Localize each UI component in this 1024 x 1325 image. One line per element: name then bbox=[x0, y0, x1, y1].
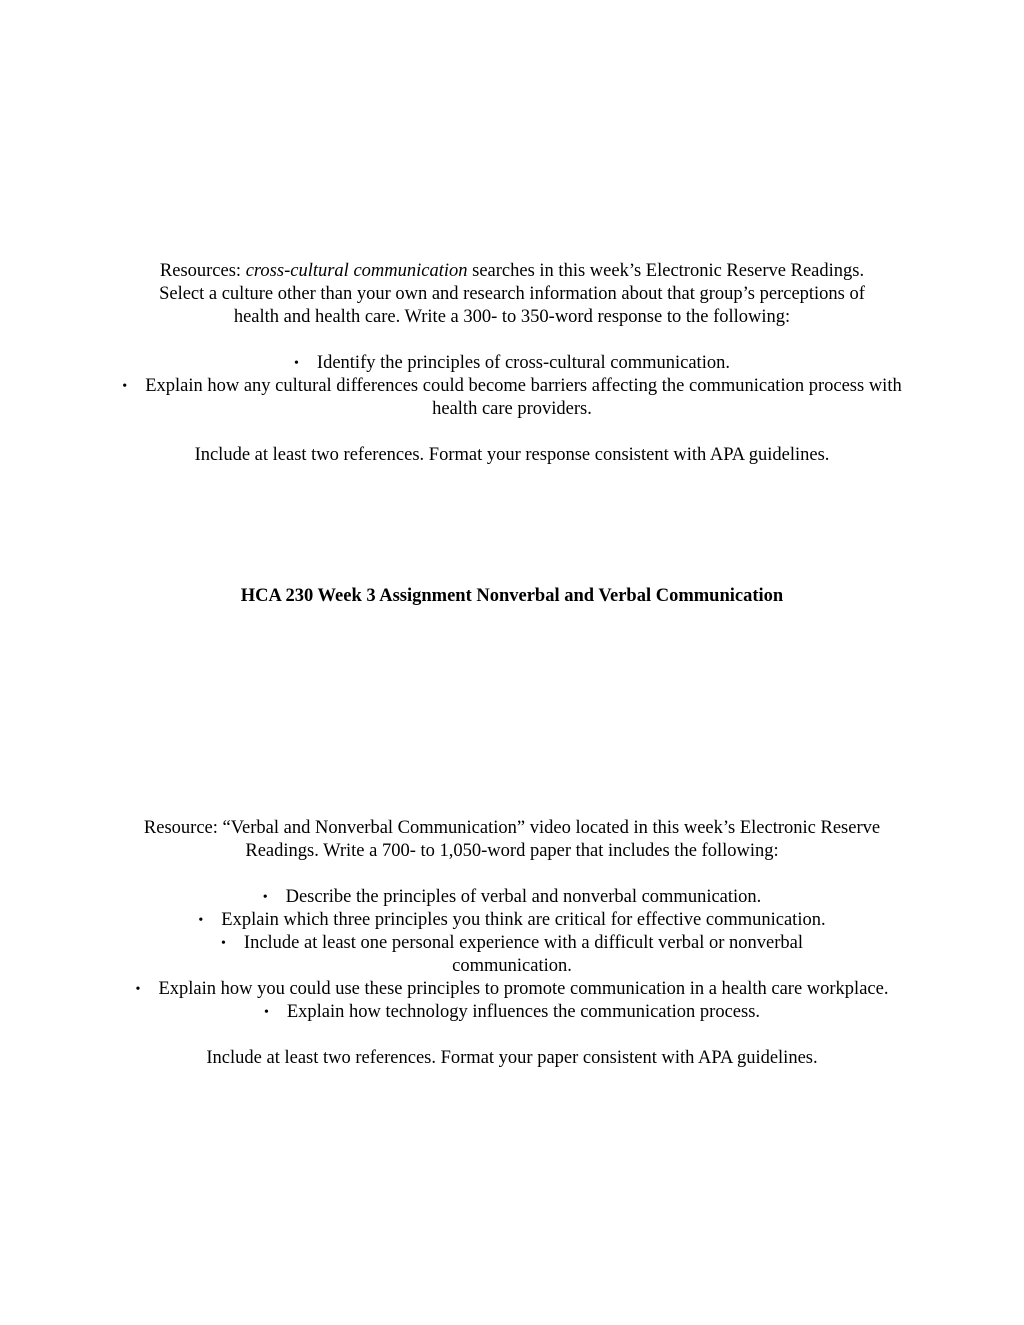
intro-rest: searches in this week’s Electronic Reserve Readings. Select a culture other than your own and research information about that group’s perceptions of health and health care. Write a 300- to 350-word response to the following: bbox=[159, 261, 865, 327]
list-item bbox=[110, 1001, 914, 1024]
list-item bbox=[110, 909, 914, 932]
section1-closing: Include at least two references. Format your response consistent with APA guidelines. bbox=[194, 445, 830, 465]
list-item-text: Explain how technology influences the communication process. bbox=[286, 1002, 761, 1022]
bullet-icon: • bbox=[262, 890, 268, 905]
section2-closing: Include at least two references. Format your paper consistent with APA guidelines. bbox=[206, 1048, 818, 1068]
bullet-icon: • bbox=[198, 913, 204, 928]
list-item-text: Identify the principles of cross-cultural communication. bbox=[316, 353, 730, 373]
list-item bbox=[110, 352, 914, 375]
list-item-text: Describe the principles of verbal and nonverbal communication. bbox=[285, 887, 762, 907]
section2-bullet-list bbox=[110, 886, 914, 1024]
bullet-icon: • bbox=[135, 982, 141, 997]
intro-italic-term: cross-cultural communication bbox=[245, 261, 468, 281]
bullet-icon: • bbox=[221, 936, 226, 951]
list-item bbox=[172, 932, 852, 978]
assignment-section-2 bbox=[110, 817, 914, 1070]
list-item bbox=[110, 886, 914, 909]
bullet-icon: • bbox=[263, 1005, 269, 1020]
assignment-section-1 bbox=[110, 260, 914, 467]
list-item bbox=[132, 978, 892, 1001]
bullet-icon: • bbox=[294, 356, 299, 371]
list-item bbox=[110, 375, 914, 421]
section2-intro: Resource: “Verbal and Nonverbal Communication” video located in this week’s Electronic Reserve Readings. Write a 700- to 1,050-word paper that includes the following: bbox=[143, 818, 881, 861]
intro-prefix: Resources: bbox=[159, 261, 246, 281]
section1-bullet-list bbox=[110, 352, 914, 421]
list-item-text: Include at least one personal experience with a difficult verbal or nonverbal communication. bbox=[243, 933, 803, 976]
section1-intro bbox=[142, 260, 882, 329]
list-item-text: Explain how any cultural differences could become barriers affecting the communication process with health care providers. bbox=[145, 376, 902, 419]
page-title: HCA 230 Week 3 Assignment Nonverbal and Verbal Communication bbox=[240, 586, 784, 606]
bullet-icon: • bbox=[122, 379, 128, 394]
list-item-text: Explain which three principles you think are critical for effective communication. bbox=[221, 910, 826, 930]
list-item-text: Explain how you could use these principles to promote communication in a health care workplace. bbox=[158, 979, 889, 999]
